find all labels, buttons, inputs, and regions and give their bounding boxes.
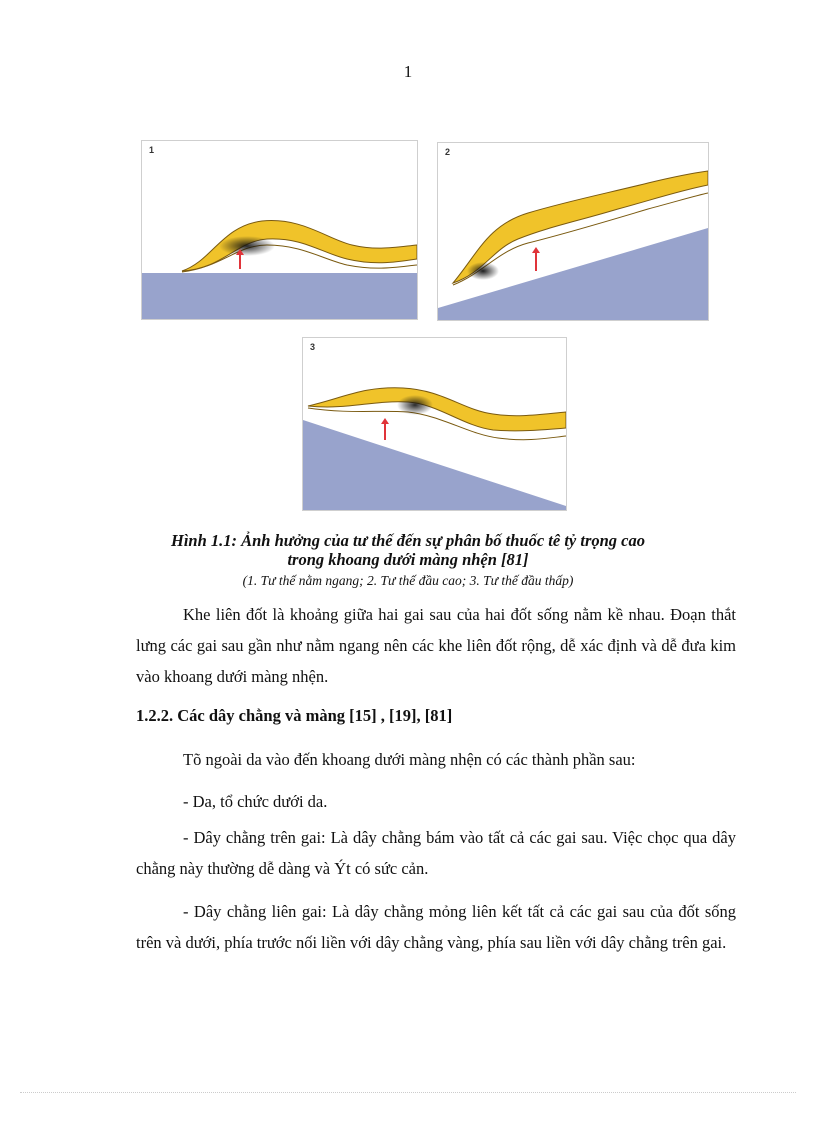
table-surface bbox=[142, 273, 417, 319]
page-number: 1 bbox=[403, 62, 413, 81]
figure-label: 1 bbox=[149, 145, 155, 155]
table-surface bbox=[303, 420, 566, 510]
page-bottom-divider bbox=[20, 1092, 796, 1093]
list-item-supraspinous-ligament: - Dây chằng trên gai: Là dây chằng bám vào tất cả các gai sau. Việc chọc qua dây chằng này thường dễ dàng và Ýt có sức cản. bbox=[136, 828, 736, 878]
drug-distribution bbox=[397, 395, 433, 415]
drug-distribution bbox=[467, 262, 499, 280]
figure-head-up-position bbox=[437, 142, 709, 321]
list-item-skin: - Da, tổ chức dưới da. bbox=[183, 792, 328, 811]
paragraph-intervertebral-space: Khe liên đốt là khoảng giữa hai gai sau của hai đốt sống nằm kề nhau. Đoạn thắt lưng các gai sau gần như nằm ngang nên các khe liên đốt rộng, dễ xác định và dễ đưa kim vào khoang dưới màng nhện. bbox=[136, 605, 736, 686]
spine-illustration bbox=[142, 141, 417, 319]
figure-label: 2 bbox=[445, 147, 451, 157]
figure-caption-legend: (1. Tư thế nằm ngang; 2. Tư thế đầu cao; 3. Tư thế đầu thấp) bbox=[242, 573, 574, 588]
figure-horizontal-position bbox=[141, 140, 418, 320]
drug-distribution bbox=[219, 236, 275, 256]
spine-illustration bbox=[303, 338, 566, 510]
spine-illustration bbox=[438, 143, 708, 320]
spine-column bbox=[308, 388, 566, 431]
section-heading: 1.2.2. Các dây chằng và màng [15] , [19], [81] bbox=[136, 706, 453, 725]
list-item-interspinous-ligament: - Dây chằng liên gai: Là dây chằng mỏng liên kết tất cả các gai sau của đốt sống trên và dưới, phía trước nối liền với dây chằng vàng, phía sau liền với dây chằng trên gai. bbox=[136, 902, 736, 952]
figure-caption-line-2: trong khoang dưới màng nhện [81] bbox=[287, 550, 529, 569]
paragraph-layers-intro: Tõ ngoài da vào đến khoang dưới màng nhện có các thành phần sau: bbox=[183, 750, 636, 769]
figure-head-down-position bbox=[302, 337, 567, 511]
figure-caption-line-1: Hình 1.1: Ảnh hưởng của tư thế đến sự phân bố thuốc tê tỷ trọng cao bbox=[170, 531, 645, 550]
spine-column bbox=[182, 221, 417, 271]
figure-label: 3 bbox=[310, 342, 316, 352]
